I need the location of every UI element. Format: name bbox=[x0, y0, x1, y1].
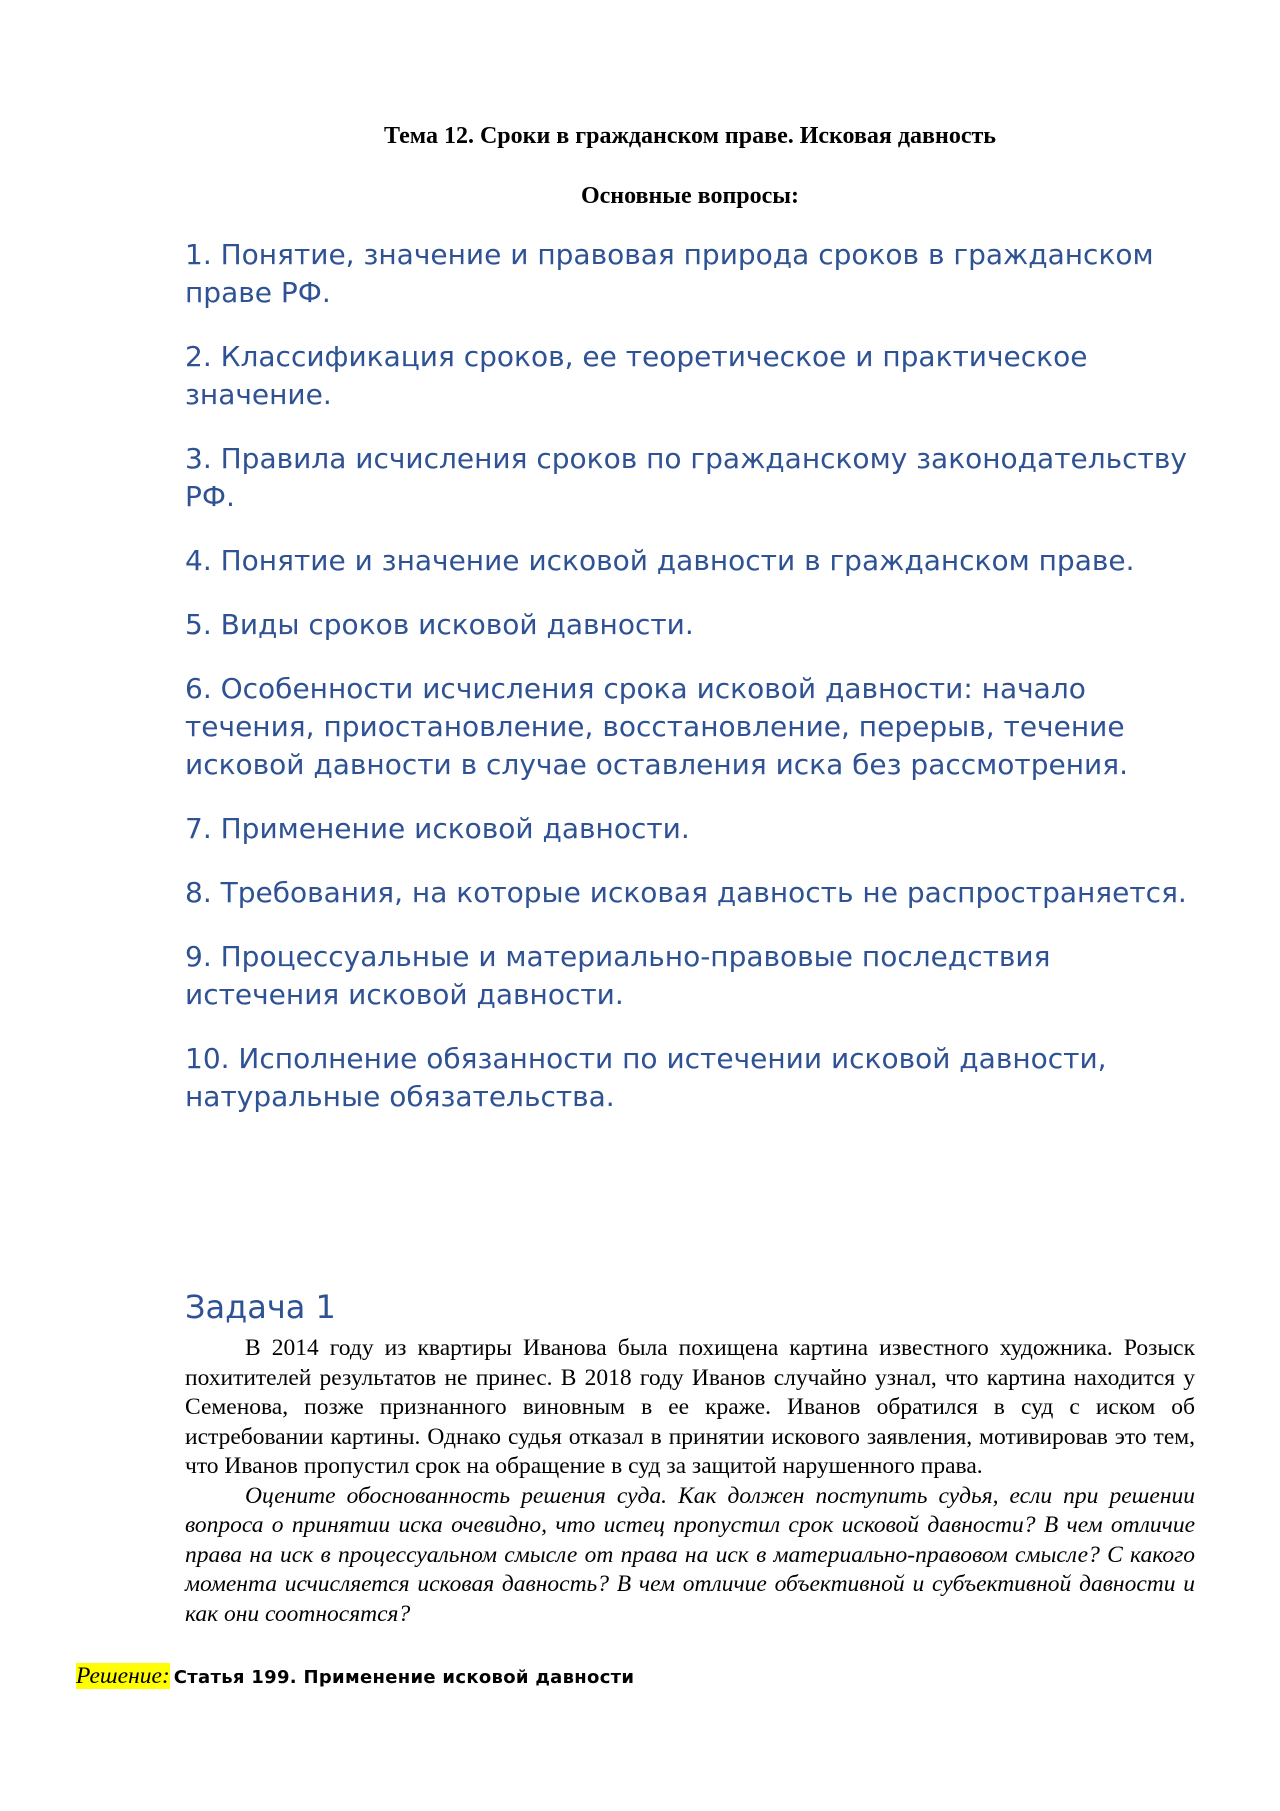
solution-line bbox=[76, 1663, 634, 1690]
question-item: 2. Классификация сроков, ее теоретическое и практическое значение. bbox=[185, 340, 1088, 411]
question-item: 6. Особенности исчисления срока исковой давности: начало течения, приостановление, восстановление, перерыв, течение исковой давности в случае оставления иска без рассмотрения. bbox=[185, 672, 1128, 781]
solution-label: Решение: bbox=[76, 1663, 170, 1689]
task-questions-paragraph: Оцените обоснованность решения суда. Как должен поступить судья, если при решении вопроса о принятии иска очевидно, что истец пропустил срок исковой давности? В чем отличие права на иск в процессуальном смысле от права на иск в материально-правовом смысле? С какого момента исчисляется исковая давность? В чем отличие объективной и субъективной давности и как они соотносятся? bbox=[185, 1482, 1195, 1627]
question-item: 9. Процессуальные и материально-правовые последствия истечения исковой давности. bbox=[185, 940, 1051, 1011]
task-paragraph: В 2014 году из квартиры Иванова была похищена картина известного художника. Розыск похитителей результатов не принес. В 2018 году Иванов случайно узнал, что картина находится у Семенова, позже признанного виновным в ее краже. Иванов обратился в суд с иском об истребовании картины. Однако судья отказал в принятии искового заявления, мотивировав это тем, что Иванов пропустил срок на обращение в суд за защитой нарушенного права. bbox=[185, 1335, 1195, 1479]
question-item: 7. Применение исковой давности. bbox=[185, 812, 690, 845]
question-item: 8. Требования, на которые исковая давность не распространяется. bbox=[185, 876, 1187, 909]
solution-text: Статья 199. Применение исковой давности bbox=[173, 1667, 635, 1688]
questions-list bbox=[185, 236, 1205, 1142]
document-subtitle: Основные вопросы: bbox=[580, 183, 800, 209]
document-title: Тема 12. Сроки в гражданском праве. Исковая давность bbox=[384, 123, 996, 149]
task-heading: Задача 1 bbox=[185, 1288, 336, 1326]
question-item: 1. Понятие, значение и правовая природа сроков в гражданском праве РФ. bbox=[185, 238, 1154, 309]
question-item: 4. Понятие и значение исковой давности в гражданском праве. bbox=[185, 544, 1135, 577]
question-item: 10. Исполнение обязанности по истечении исковой давности, натуральные обязательства. bbox=[185, 1042, 1107, 1113]
question-item: 3. Правила исчисления сроков по гражданскому законодательству РФ. bbox=[185, 442, 1187, 513]
question-item: 5. Виды сроков исковой давности. bbox=[185, 608, 694, 641]
task-body bbox=[185, 1334, 1195, 1629]
